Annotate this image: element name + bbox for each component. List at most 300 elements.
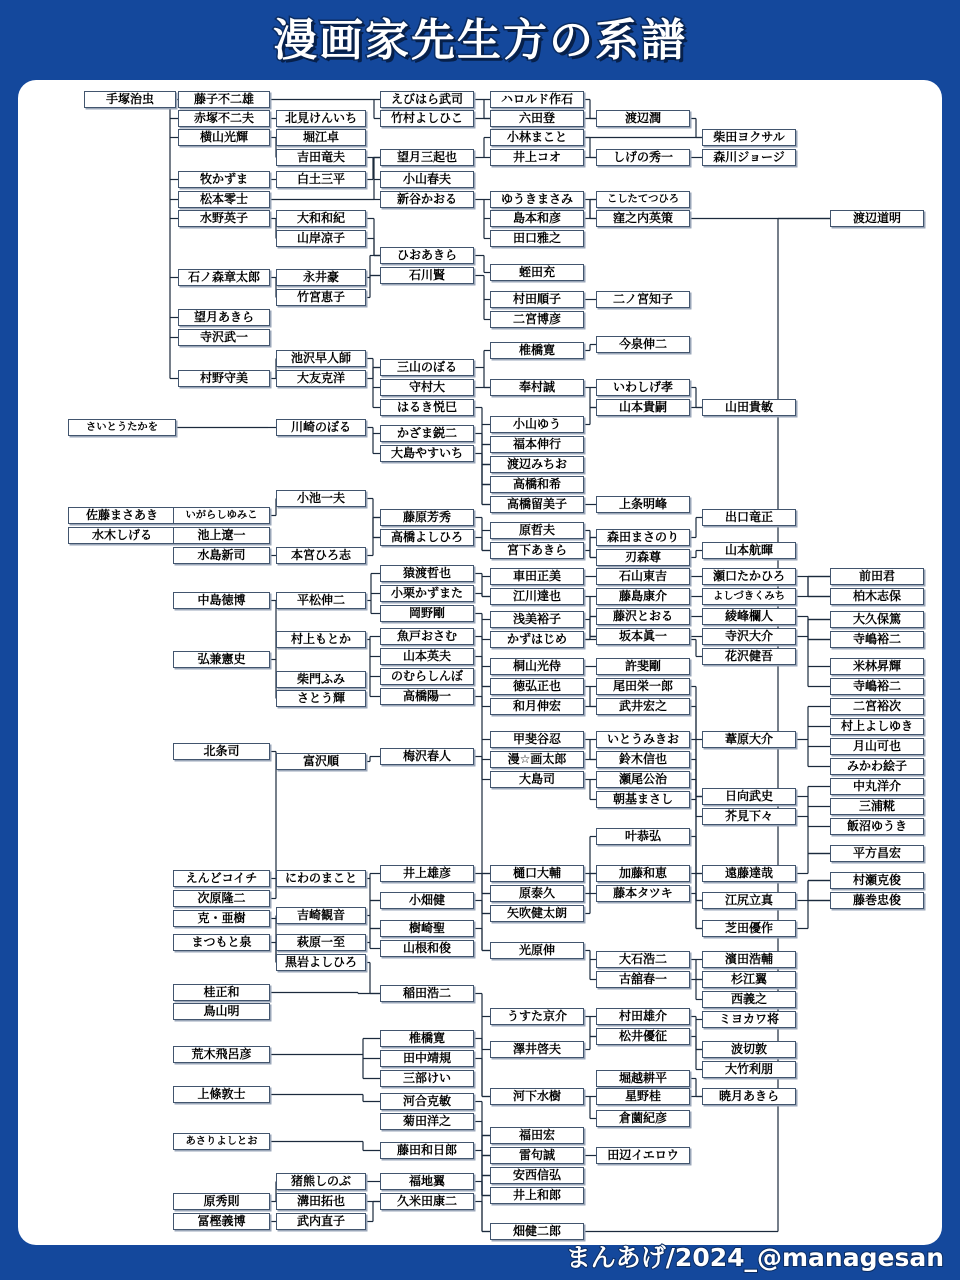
artist-node-label: 武内直子 xyxy=(296,1214,345,1228)
artist-node xyxy=(702,542,796,559)
artist-node xyxy=(702,1041,796,1058)
artist-node xyxy=(596,698,690,715)
artist-node xyxy=(830,718,924,735)
artist-node-label: 松本零士 xyxy=(199,192,248,206)
artist-node xyxy=(596,771,690,788)
artist-node-label: 渡辺潤 xyxy=(624,111,661,125)
artist-node xyxy=(596,291,690,308)
artist-node-label: 江川達也 xyxy=(512,589,561,603)
artist-node xyxy=(380,91,474,108)
artist-node xyxy=(596,751,690,768)
artist-node xyxy=(380,748,474,765)
artist-node-label: かずはじめ xyxy=(506,632,567,646)
artist-node xyxy=(830,568,924,585)
artist-node-label: 竹村よしひこ xyxy=(390,111,463,125)
artist-node xyxy=(490,771,584,788)
artist-node-label: 森川ジョージ xyxy=(713,150,785,164)
artist-node-label: 牧かずま xyxy=(199,172,248,186)
artist-node-label: 山岸凉子 xyxy=(296,231,345,245)
artist-node xyxy=(596,149,690,166)
artist-node xyxy=(178,370,270,387)
artist-node-label: 柴門ふみ xyxy=(296,672,345,686)
artist-node xyxy=(702,865,796,882)
artist-node xyxy=(490,1088,584,1105)
artist-node xyxy=(380,1030,474,1047)
artist-node-label: 田辺イエロウ xyxy=(607,1148,679,1162)
artist-node-label: 井上コオ xyxy=(512,150,561,164)
artist-node xyxy=(380,110,474,127)
artist-node xyxy=(490,1187,584,1204)
artist-node xyxy=(173,507,270,524)
artist-node xyxy=(276,1213,366,1230)
artist-node-label: 花沢健吾 xyxy=(724,649,773,663)
artist-node-label: 村瀬克俊 xyxy=(852,873,901,887)
artist-node xyxy=(276,547,366,564)
artist-node-label: 村田順子 xyxy=(512,292,561,306)
artist-node-label: 池沢早人師 xyxy=(290,351,351,365)
artist-node xyxy=(380,1093,474,1110)
artist-node-label: 六田登 xyxy=(518,111,555,125)
artist-node xyxy=(173,890,270,907)
artist-node-label: 車田正美 xyxy=(512,569,561,583)
artist-node-label: 村田雄介 xyxy=(618,1009,667,1023)
artist-node xyxy=(596,191,690,208)
artist-node-label: 石山東吉 xyxy=(618,569,667,583)
artist-node-label: 井上雄彦 xyxy=(402,866,451,880)
artist-node-label: 畑健二郎 xyxy=(512,1224,561,1238)
artist-node-label: 猪熊しのぶ xyxy=(290,1174,351,1188)
artist-node xyxy=(830,758,924,775)
artist-node-label: 手塚治虫 xyxy=(105,92,154,106)
artist-node xyxy=(380,191,474,208)
artist-node-label: 溝田拓也 xyxy=(296,1194,345,1208)
artist-node xyxy=(490,885,584,902)
artist-node xyxy=(276,210,366,227)
artist-node xyxy=(173,651,270,668)
artist-node-label: 山根和俊 xyxy=(402,941,451,955)
artist-node xyxy=(173,527,270,544)
artist-node-label: 守村大 xyxy=(408,380,445,394)
artist-node xyxy=(380,985,474,1002)
artist-node-label: 河下水樹 xyxy=(512,1089,561,1103)
artist-node-label: 三浦糀 xyxy=(858,799,895,813)
artist-node xyxy=(596,791,690,808)
artist-node xyxy=(490,129,584,146)
artist-node xyxy=(276,230,366,247)
chart-inner xyxy=(18,80,942,1245)
artist-node-label: 原哲夫 xyxy=(518,523,555,537)
artist-node-label: 大久保篤 xyxy=(852,612,901,626)
artist-node-label: 山本英夫 xyxy=(402,649,451,663)
artist-node xyxy=(702,129,796,146)
artist-node-label: 次原隆二 xyxy=(197,891,246,905)
artist-node xyxy=(702,1011,796,1028)
artist-node-label: 二ノ宮知子 xyxy=(612,292,673,306)
artist-node-label: 北条司 xyxy=(203,744,240,758)
artist-node xyxy=(380,1173,474,1190)
artist-node xyxy=(380,565,474,582)
artist-node-label: よしづきくみち xyxy=(712,590,786,602)
artist-node xyxy=(380,940,474,957)
artist-node xyxy=(490,342,584,359)
artist-node-label: 佐藤まさあき xyxy=(85,508,158,522)
artist-node-label: 魚戸おさむ xyxy=(396,629,457,643)
artist-node xyxy=(596,1008,690,1025)
artist-node-label: 高橋陽一 xyxy=(402,689,451,703)
artist-node-label: 瀬口たかひろ xyxy=(712,569,785,583)
artist-node-label: 星野桂 xyxy=(624,1089,661,1103)
artist-node-label: 松井優征 xyxy=(618,1029,667,1043)
artist-node-label: 石ノ森章太郎 xyxy=(187,270,260,284)
artist-node-label: 大和和紀 xyxy=(296,211,345,225)
artist-node xyxy=(702,1061,796,1078)
artist-node-label: 横山光輝 xyxy=(199,130,248,144)
artist-node-label: 中丸洋介 xyxy=(852,779,901,793)
artist-node xyxy=(380,688,474,705)
artist-node xyxy=(702,608,796,625)
artist-node xyxy=(596,1147,690,1164)
artist-node xyxy=(68,527,176,544)
artist-node-label: 上条明峰 xyxy=(618,497,667,511)
artist-node-label: 大島司 xyxy=(518,772,555,786)
artist-node-label: 芝田優作 xyxy=(724,921,773,935)
artist-node-label: 日向武史 xyxy=(724,789,773,803)
artist-node-label: 黒岩よしひろ xyxy=(284,955,357,969)
artist-node xyxy=(276,592,366,609)
artist-node xyxy=(276,907,366,924)
artist-node-label: 本宮ひろ志 xyxy=(290,548,351,562)
artist-node-label: 雷句誠 xyxy=(518,1148,555,1162)
artist-node xyxy=(178,191,270,208)
artist-node-label: 永井豪 xyxy=(302,270,339,284)
artist-node xyxy=(380,509,474,526)
artist-node xyxy=(490,191,584,208)
artist-node-label: 村野守美 xyxy=(199,371,248,385)
artist-node xyxy=(380,605,474,622)
artist-node-label: 稲田浩二 xyxy=(402,986,451,1000)
artist-node xyxy=(596,658,690,675)
artist-node-label: 飯沼ゆうき xyxy=(846,819,907,833)
artist-node-label: 米林昇輝 xyxy=(852,659,901,673)
artist-node xyxy=(276,671,366,688)
artist-node-label: 安西信弘 xyxy=(512,1168,561,1182)
artist-node-label: 濱田浩輔 xyxy=(724,952,773,966)
artist-node xyxy=(702,971,796,988)
artist-node-label: 浅美裕子 xyxy=(512,612,561,626)
artist-node xyxy=(380,1050,474,1067)
artist-node-label: 蛭田充 xyxy=(518,265,555,279)
artist-node xyxy=(830,892,924,909)
artist-node-label: 波切敦 xyxy=(730,1042,767,1056)
artist-node-label: 川崎のぼる xyxy=(290,420,351,434)
artist-node-label: 武井宏之 xyxy=(618,699,667,713)
artist-node xyxy=(490,658,584,675)
artist-node-label: 荒木飛呂彦 xyxy=(191,1047,252,1061)
artist-node-label: 鳥山明 xyxy=(203,1004,240,1018)
artist-node-label: はるき悦巳 xyxy=(396,400,457,414)
artist-node xyxy=(490,264,584,281)
artist-node-label: 田口雅之 xyxy=(512,231,561,245)
artist-node-label: 田中靖規 xyxy=(402,1051,451,1065)
artist-node-label: 吉田竜夫 xyxy=(296,150,345,164)
artist-node-label: 村上よしゆき xyxy=(840,719,913,733)
artist-node-label: 山本航暉 xyxy=(724,543,773,557)
artist-node-label: 藤原芳秀 xyxy=(402,510,451,524)
artist-node-label: 北見けんいち xyxy=(284,111,357,125)
artist-node xyxy=(596,210,690,227)
artist-node-label: 弘兼憲史 xyxy=(197,652,246,666)
artist-node-label: 福本伸行 xyxy=(512,437,561,451)
artist-node-label: 二宮博彦 xyxy=(512,312,561,326)
artist-node-label: 寺嶋裕二 xyxy=(852,632,901,646)
artist-node xyxy=(490,905,584,922)
artist-node xyxy=(702,149,796,166)
artist-node xyxy=(173,592,270,609)
artist-node xyxy=(173,870,270,887)
artist-node xyxy=(490,1147,584,1164)
artist-node-label: ひおあきら xyxy=(396,248,457,262)
artist-node-label: あさりよしとお xyxy=(185,1135,258,1147)
artist-node xyxy=(276,490,366,507)
artist-node-label: 井上和郎 xyxy=(512,1188,561,1202)
artist-node xyxy=(490,496,584,513)
artist-node-label: 樹崎聖 xyxy=(408,921,445,935)
artist-node xyxy=(490,110,584,127)
artist-node-label: 望月あきら xyxy=(193,310,254,324)
artist-node xyxy=(830,872,924,889)
artist-node xyxy=(596,1028,690,1045)
artist-node-label: 坂本眞一 xyxy=(618,629,667,643)
artist-node xyxy=(178,129,270,146)
artist-node-label: 猿渡哲也 xyxy=(402,566,451,580)
artist-node-label: 森田まさのり xyxy=(606,530,679,544)
artist-node-label: 尾田栄一郎 xyxy=(612,679,673,693)
artist-node xyxy=(702,509,796,526)
artist-node-label: 柴田ヨクサル xyxy=(713,130,785,144)
artist-node-label: 西義之 xyxy=(730,992,767,1006)
artist-node-label: 大竹利朋 xyxy=(724,1062,773,1076)
artist-node xyxy=(84,91,176,108)
artist-node xyxy=(596,529,690,546)
artist-node-label: 小山ゆう xyxy=(512,417,561,431)
artist-node xyxy=(178,309,270,326)
artist-node xyxy=(173,934,270,951)
artist-node xyxy=(380,529,474,546)
artist-node-label: 柏木志保 xyxy=(852,589,901,603)
artist-node-label: 渡辺道明 xyxy=(852,211,901,225)
artist-node-label: 山田貴敏 xyxy=(724,400,773,414)
artist-node xyxy=(490,542,584,559)
artist-node xyxy=(702,588,796,605)
artist-node-label: えびはら武司 xyxy=(390,92,463,106)
artist-node-label: 小山春夫 xyxy=(402,172,451,186)
artist-node-label: えんどコイチ xyxy=(185,871,258,885)
artist-node xyxy=(830,631,924,648)
artist-node-label: 加藤和恵 xyxy=(618,866,667,880)
artist-node xyxy=(276,110,366,127)
artist-node-label: 中島徳博 xyxy=(197,593,246,607)
artist-node-label: 矢吹健太朗 xyxy=(506,906,567,920)
artist-node xyxy=(596,1088,690,1105)
artist-node xyxy=(68,419,176,436)
artist-node xyxy=(276,171,366,188)
artist-node xyxy=(596,496,690,513)
artist-node-label: 許斐剛 xyxy=(624,659,661,673)
artist-node xyxy=(490,1041,584,1058)
artist-node-label: 葦原大介 xyxy=(724,732,773,746)
artist-node xyxy=(702,628,796,645)
artist-node xyxy=(276,954,366,971)
artist-node xyxy=(702,808,796,825)
artist-node-label: 大友克洋 xyxy=(296,371,345,385)
artist-node xyxy=(276,631,366,648)
artist-node-label: こしたてつひろ xyxy=(606,193,680,205)
artist-node xyxy=(702,788,796,805)
connector-wires xyxy=(18,80,942,1245)
artist-node-label: 小林まこと xyxy=(506,130,567,144)
page-title: 漫画家先生方の系譜 xyxy=(273,15,687,66)
artist-node xyxy=(490,611,584,628)
artist-node-label: 藤子不二雄 xyxy=(193,92,254,106)
artist-node xyxy=(276,1193,366,1210)
artist-node xyxy=(490,678,584,695)
artist-node xyxy=(490,522,584,539)
artist-node xyxy=(380,149,474,166)
artist-node xyxy=(490,456,584,473)
artist-node xyxy=(702,648,796,665)
artist-node-label: にわのまこと xyxy=(284,871,357,885)
artist-node xyxy=(830,588,924,605)
artist-node-label: 竹宮恵子 xyxy=(296,290,345,304)
artist-node xyxy=(830,845,924,862)
artist-node xyxy=(490,476,584,493)
artist-node-label: 暁月あきら xyxy=(718,1089,779,1103)
artist-node-label: 藤島康介 xyxy=(618,589,667,603)
artist-node xyxy=(276,1173,366,1190)
artist-node xyxy=(276,753,366,770)
artist-node xyxy=(490,1127,584,1144)
artist-node xyxy=(173,743,270,760)
artist-node-label: 光原伸 xyxy=(518,943,555,957)
artist-node-label: 堀江卓 xyxy=(302,130,339,144)
artist-node xyxy=(596,336,690,353)
artist-node-label: 岡野剛 xyxy=(408,606,445,620)
artist-node xyxy=(702,991,796,1008)
artist-node xyxy=(380,648,474,665)
artist-node xyxy=(596,110,690,127)
artist-node-label: 漫☆画太郎 xyxy=(507,752,567,766)
artist-node-label: 池上遼一 xyxy=(197,528,246,542)
artist-node-label: 鈴木信也 xyxy=(618,752,667,766)
artist-node-label: 吉崎観音 xyxy=(296,908,345,922)
artist-node-label: 瀬尾公治 xyxy=(618,772,667,786)
artist-node xyxy=(380,425,474,442)
artist-node-label: 椎橋寛 xyxy=(518,343,555,357)
artist-node xyxy=(702,731,796,748)
artist-node xyxy=(173,1046,270,1063)
artist-node-label: 赤塚不二夫 xyxy=(193,111,254,125)
artist-node-label: かざま鋭二 xyxy=(396,426,457,440)
artist-node-label: 大石浩二 xyxy=(618,952,667,966)
artist-node-label: いわしげ孝 xyxy=(612,380,673,394)
artist-node-label: 綾峰欄人 xyxy=(724,609,773,623)
artist-node xyxy=(596,731,690,748)
artist-node xyxy=(490,942,584,959)
artist-node xyxy=(178,91,270,108)
artist-node xyxy=(178,210,270,227)
genealogy-chart-panel xyxy=(18,80,942,1245)
artist-node xyxy=(596,568,690,585)
artist-node xyxy=(380,585,474,602)
artist-node xyxy=(276,870,366,887)
artist-node-label: 椎橋寛 xyxy=(408,1031,445,1045)
artist-node xyxy=(380,1142,474,1159)
artist-node xyxy=(596,971,690,988)
artist-node xyxy=(596,1070,690,1087)
artist-node-label: 水島新司 xyxy=(197,548,246,562)
artist-node-label: 小畑健 xyxy=(408,893,445,907)
artist-node xyxy=(173,910,270,927)
artist-node-label: 徳弘正也 xyxy=(512,679,561,693)
artist-node-label: いとうみきお xyxy=(606,732,679,746)
artist-node-label: 河合克敏 xyxy=(402,1094,451,1108)
artist-node-label: 福地翼 xyxy=(408,1174,445,1188)
artist-node xyxy=(380,668,474,685)
artist-node-label: 出口竜正 xyxy=(724,510,773,524)
artist-node-label: 高橋留美子 xyxy=(506,497,567,511)
artist-node-label: 藤田和日郎 xyxy=(396,1143,457,1157)
artist-node-label: まつもと泉 xyxy=(191,935,252,949)
artist-node xyxy=(596,865,690,882)
artist-node xyxy=(596,549,690,566)
artist-node xyxy=(490,631,584,648)
artist-node xyxy=(490,149,584,166)
artist-node-label: 桐山光侍 xyxy=(512,659,561,673)
artist-node-label: 窪之内英策 xyxy=(612,211,673,225)
artist-node xyxy=(380,399,474,416)
artist-node-label: 刃森尊 xyxy=(624,550,661,564)
artist-node xyxy=(830,698,924,715)
artist-node-label: 芥見下々 xyxy=(724,809,773,823)
artist-node xyxy=(380,1113,474,1130)
artist-node-label: 寺嶋裕二 xyxy=(852,679,901,693)
artist-node-label: 菊田洋之 xyxy=(402,1114,451,1128)
artist-node-label: ハロルド作石 xyxy=(500,92,573,106)
artist-node xyxy=(276,269,366,286)
artist-node xyxy=(276,149,366,166)
artist-node-label: 叶恭弘 xyxy=(624,829,661,843)
artist-node xyxy=(380,359,474,376)
artist-node-label: 朝基まさし xyxy=(612,792,673,806)
artist-node-label: 島本和彦 xyxy=(512,211,561,225)
artist-node-label: のむらしんぼ xyxy=(390,669,463,683)
artist-node-label: 石川賢 xyxy=(408,268,445,282)
artist-node xyxy=(830,738,924,755)
artist-node xyxy=(276,419,366,436)
artist-node xyxy=(830,658,924,675)
artist-node-label: 山本貴嗣 xyxy=(618,400,667,414)
artist-node-label: 今泉伸二 xyxy=(618,337,667,351)
artist-node-label: 宮下あきら xyxy=(506,543,567,557)
artist-node xyxy=(178,171,270,188)
artist-node-label: 遠藤達哉 xyxy=(724,866,773,880)
artist-node xyxy=(490,698,584,715)
artist-node xyxy=(173,1086,270,1103)
artist-node xyxy=(490,91,584,108)
artist-node xyxy=(276,129,366,146)
artist-node-label: 克・亜樹 xyxy=(197,911,246,925)
artist-node xyxy=(596,678,690,695)
